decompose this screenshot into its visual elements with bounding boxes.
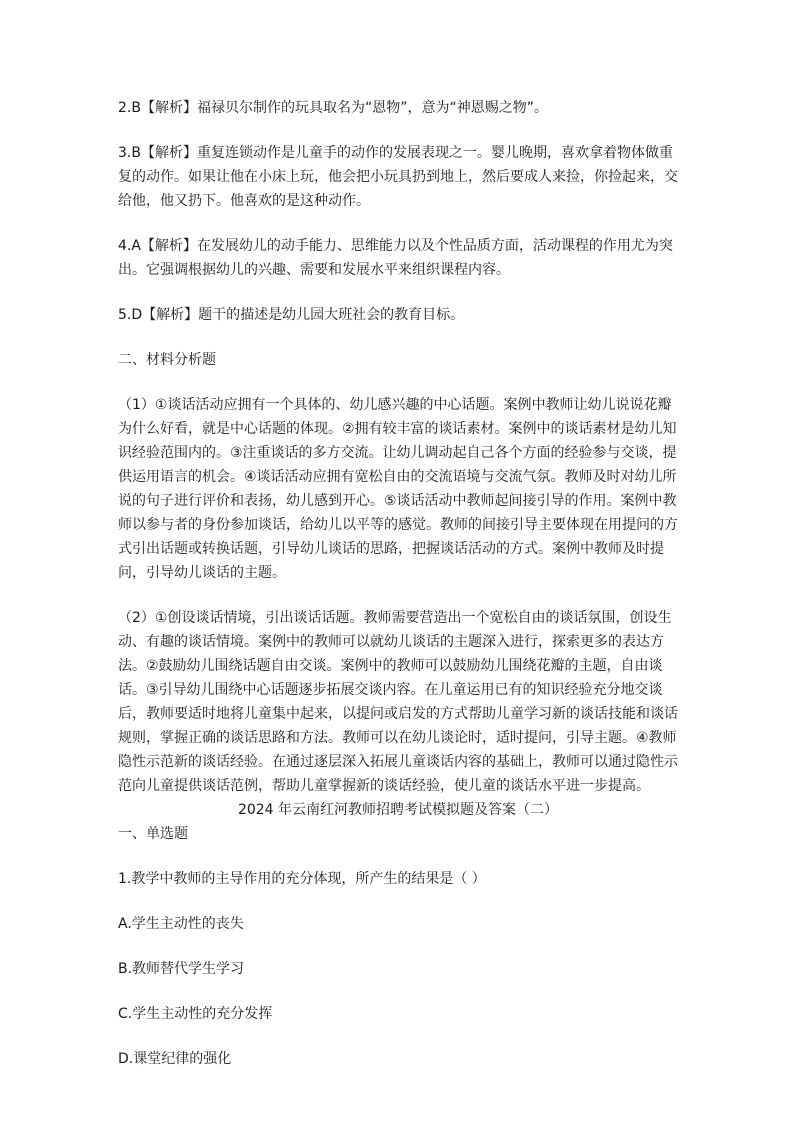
- option-a: A.学生主动性的丧失: [118, 916, 244, 932]
- answer-2: 2.B【解析】福禄贝尔制作的玩具取名为“恩物”，意为“神恩赐之物”。: [118, 100, 548, 116]
- answer-5: 5.D【解析】题干的描述是幼儿园大班社会的教育目标。: [118, 307, 465, 323]
- question-stem: 1.教学中教师的主导作用的充分体现，所产生的结果是（ ）: [118, 871, 486, 887]
- answer-3: 3.B【解析】重复连锁动作是儿童手的动作的发展表现之一。婴儿晚期，喜欢拿着物体做重复的动作。如果让他在小床上玩，他会把小玩具扔到地上，然后要成人来捡，你捡起来，交给他，他又扔下。他喜欢的是这种动作。: [118, 145, 678, 209]
- option-c: C.学生主动性的充分发挥: [118, 1006, 273, 1022]
- answer-4: 4.A【解析】在发展幼儿的动手能力、思维能力以及个性品质方面，活动课程的作用尤为突出。它强调根据幼儿的兴趣、需要和发展水平来组织课程内容。: [118, 238, 673, 278]
- document-page: [118, 96, 678, 1092]
- section1-heading: 一、单选题: [118, 826, 188, 842]
- exam-title: 2024 年云南红河教师招聘考试模拟题及答案（二）: [237, 802, 559, 818]
- analysis-2: （2）①创设谈话情境，引出谈话话题。教师需要营造出一个宽松自由的谈话氛围，创设生动、有趣的谈话情境。案例中的教师可以就幼儿谈话的主题深入进行，探索更多的表达方法。②鼓励幼儿围绕话题自由交谈。案例中的教师可以鼓励幼儿围绕花瓣的主题，自由谈话。③引导幼儿围绕中心话题逐步拓展交谈内容。在儿童运用已有的知识经验充分地交谈后，教师要适时地将儿童集中起来，以提问或启发的方式帮助儿童学习新的谈话技能和谈话规则，掌握正确的谈话思路和方法。教师可以在幼儿谈论时，适时提问，引导主题。④教师隐性示范新的谈话经验。在通过逐层深入拓展儿童谈话内容的基础上，教师可以通过隐性示范向儿童提供谈话范例，帮助儿童掌握新的谈话经验，使儿童的谈话水平进一步提高。: [118, 610, 678, 794]
- option-d: D.课堂纪律的强化: [118, 1051, 232, 1067]
- analysis-1: （1）①谈话活动应拥有一个具体的、幼儿感兴趣的中心话题。案例中教师让幼儿说说花瓣为什么好看，就是中心话题的体现。②拥有较丰富的谈话素材。案例中的谈话素材是幼儿知识经验范围内的。③注重谈话的多方交流。让幼儿调动起自己各个方面的经验参与交谈，提供运用语言的机会。④谈话活动应拥有宽松自由的交流语境与交流气氛。教师及时对幼儿所说的句子进行评价和表扬，幼儿感到开心。⑤谈话活动中教师起间接引导的作用。案例中教师以参与者的身份参加谈话，给幼儿以平等的感觉。教师的间接引导主要体现在用提问的方式引出话题或转换话题，引导幼儿谈话的思路，把握谈话活动的方式。案例中教师及时提问，引导幼儿谈话的主题。: [118, 397, 678, 581]
- option-b: B.教师替代学生学习: [118, 961, 245, 977]
- section2-heading: 二、材料分析题: [118, 352, 216, 368]
